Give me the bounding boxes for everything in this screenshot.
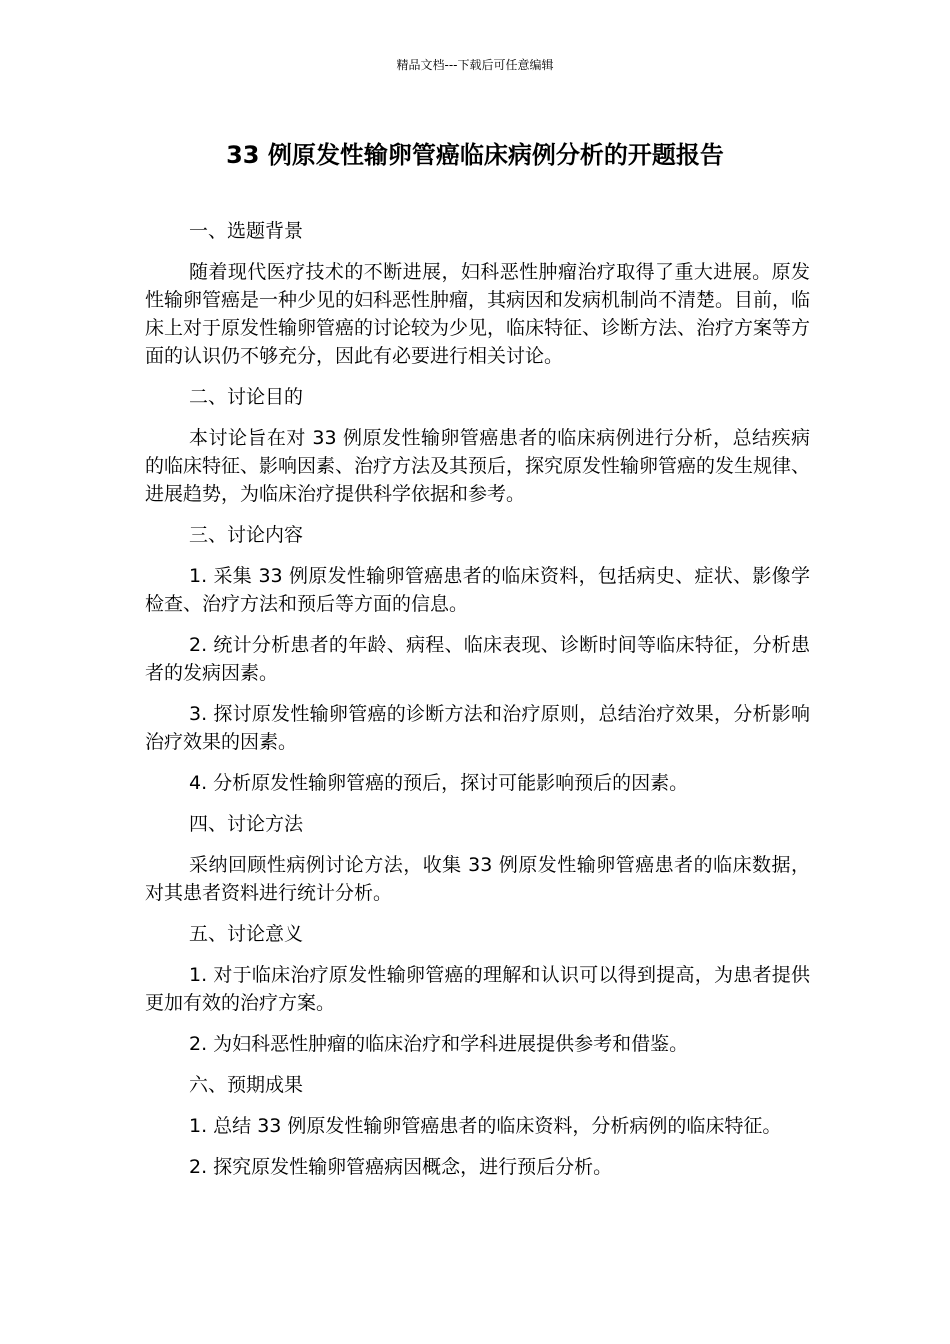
document-title: 33 例原发性输卵管癌临床病例分析的开题报告 bbox=[226, 141, 724, 169]
list-item-content-2: 2. 统计分析患者的年龄、病程、临床表现、诊断时间等临床特征，分析患者的发病因素。 bbox=[145, 634, 810, 684]
section-heading-outcomes: 六、预期成果 bbox=[189, 1074, 304, 1096]
list-item-significance-1: 1. 对于临床治疗原发性输卵管癌的理解和认识可以得到提高，为患者提供更加有效的治疗方案。 bbox=[145, 964, 810, 1014]
paragraph-purpose: 本讨论旨在对 33 例原发性输卵管癌患者的临床病例进行分析，总结疾病的临床特征、影响因素、治疗方法及其预后，探究原发性输卵管癌的发生规律、进展趋势，为临床治疗提供科学依据和参考。 bbox=[145, 427, 811, 505]
section-heading-method: 四、讨论方法 bbox=[189, 813, 304, 835]
section-heading-background: 一、选题背景 bbox=[189, 220, 304, 242]
paragraph-method: 采纳回顾性病例讨论方法，收集 33 例原发性输卵管癌患者的临床数据，对其患者资料进行统计分析。 bbox=[145, 854, 810, 904]
list-item-outcomes-1: 1. 总结 33 例原发性输卵管癌患者的临床资料，分析病例的临床特征。 bbox=[189, 1115, 782, 1137]
list-item-content-4: 4. 分析原发性输卵管癌的预后，探讨可能影响预后的因素。 bbox=[189, 772, 689, 794]
section-heading-content: 三、讨论内容 bbox=[189, 524, 304, 546]
list-item-content-1: 1. 采集 33 例原发性输卵管癌患者的临床资料，包括病史、症状、影像学检查、治疗方法和预后等方面的信息。 bbox=[145, 565, 810, 615]
list-item-content-3: 3. 探讨原发性输卵管癌的诊断方法和治疗原则，总结治疗效果，分析影响治疗效果的因素。 bbox=[145, 703, 810, 753]
document-body bbox=[145, 217, 810, 1194]
list-item-significance-2: 2. 为妇科恶性肿瘤的临床治疗和学科进展提供参考和借鉴。 bbox=[189, 1033, 689, 1055]
header-note: 精品文档---下载后可任意编辑 bbox=[396, 58, 554, 72]
list-item-outcomes-2: 2. 探究原发性输卵管癌病因概念，进行预后分析。 bbox=[189, 1156, 613, 1178]
section-heading-significance: 五、讨论意义 bbox=[189, 923, 304, 945]
section-heading-purpose: 二、讨论目的 bbox=[189, 386, 304, 408]
paragraph-background: 随着现代医疗技术的不断进展，妇科恶性肿瘤治疗取得了重大进展。原发性输卵管癌是一种少见的妇科恶性肿瘤，其病因和发病机制尚不清楚。目前，临床上对于原发性输卵管癌的讨论较为少见，临床特征、诊断方法、治疗方案等方面的认识仍不够充分，因此有必要进行相关讨论。 bbox=[145, 261, 811, 367]
